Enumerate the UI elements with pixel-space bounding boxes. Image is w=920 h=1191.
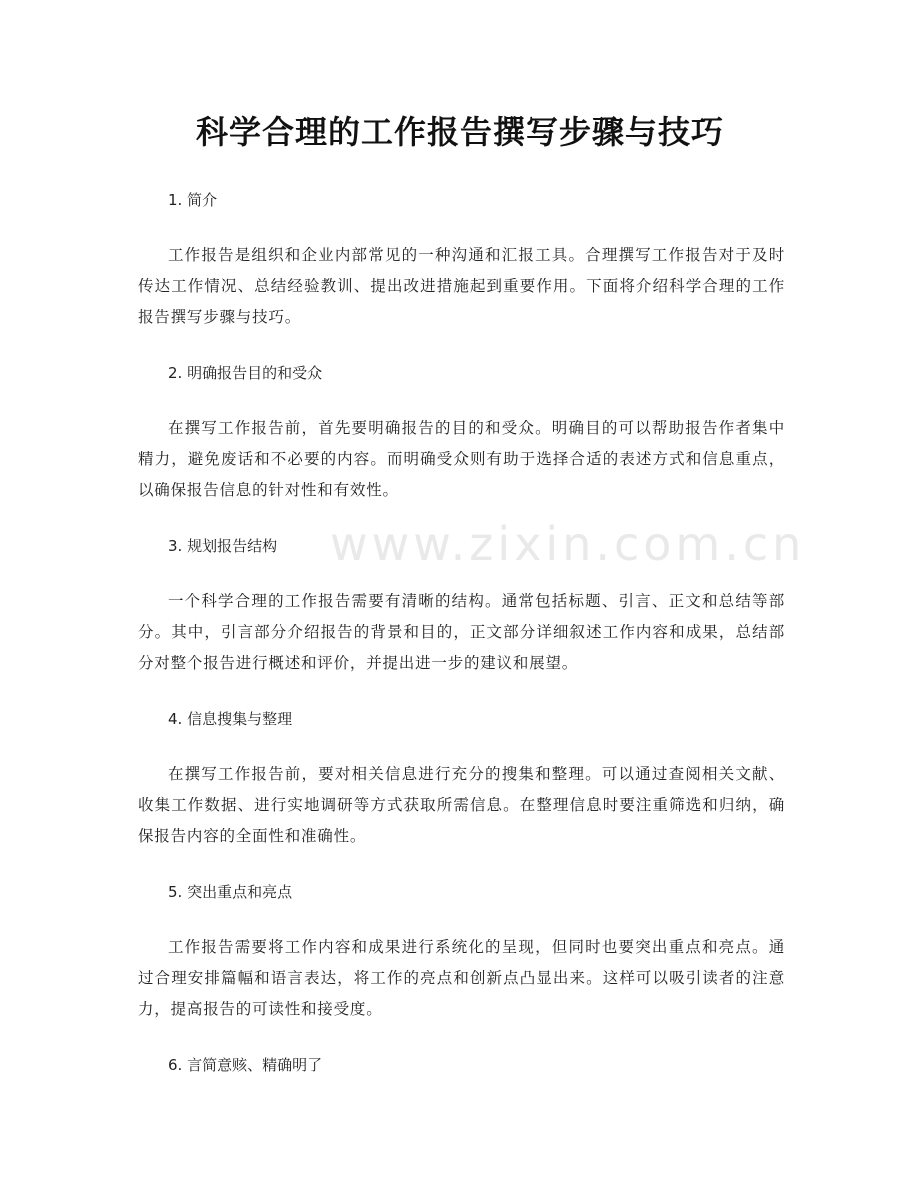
section-paragraph: 工作报告是组织和企业内部常见的一种沟通和汇报工具。合理撰写工作报告对于及时传达工作情况、总结经验教训、提出改进措施起到重要作用。下面将介绍科学合理的工作报告撰写步骤与技巧。 [138, 246, 785, 326]
section-concise [138, 1048, 785, 1082]
section-heading: 4. 信息搜集与整理 [168, 710, 293, 728]
section-heading: 5. 突出重点和亮点 [168, 883, 293, 901]
section-heading: 2. 明确报告目的和受众 [168, 364, 323, 382]
section-paragraph: 一个科学合理的工作报告需要有清晰的结构。通常包括标题、引言、正文和总结等部分。其中，引言部分介绍报告的背景和目的，正文部分详细叙述工作内容和成果，总结部分对整个报告进行概述和评价，并提出进一步的建议和展望。 [138, 592, 785, 672]
document-body [138, 183, 785, 1082]
section-structure [138, 529, 785, 702]
section-paragraph: 在撰写工作报告前，要对相关信息进行充分的搜集和整理。可以通过查阅相关文献、收集工作数据、进行实地调研等方式获取所需信息。在整理信息时要注重筛选和归纳，确保报告内容的全面性和准确性。 [138, 765, 785, 845]
section-purpose-audience [138, 356, 785, 529]
watermark: www.zixin.com.cn [330, 517, 806, 571]
section-information [138, 702, 785, 875]
section-heading: 6. 言简意赅、精确明了 [168, 1056, 323, 1074]
section-paragraph: 在撰写工作报告前，首先要明确报告的目的和受众。明确目的可以帮助报告作者集中精力，避免废话和不必要的内容。而明确受众则有助于选择合适的表述方式和信息重点，以确保报告信息的针对性和有效性。 [138, 419, 785, 499]
section-heading: 3. 规划报告结构 [168, 537, 278, 555]
section-paragraph: 工作报告需要将工作内容和成果进行系统化的呈现，但同时也要突出重点和亮点。通过合理安排篇幅和语言表达，将工作的亮点和创新点凸显出来。这样可以吸引读者的注意力，提高报告的可读性和接受度。 [138, 938, 785, 1018]
section-heading: 1. 简介 [168, 191, 218, 209]
page-title: 科学合理的工作报告撰写步骤与技巧 [195, 113, 724, 151]
section-highlights [138, 875, 785, 1048]
section-intro [138, 183, 785, 356]
